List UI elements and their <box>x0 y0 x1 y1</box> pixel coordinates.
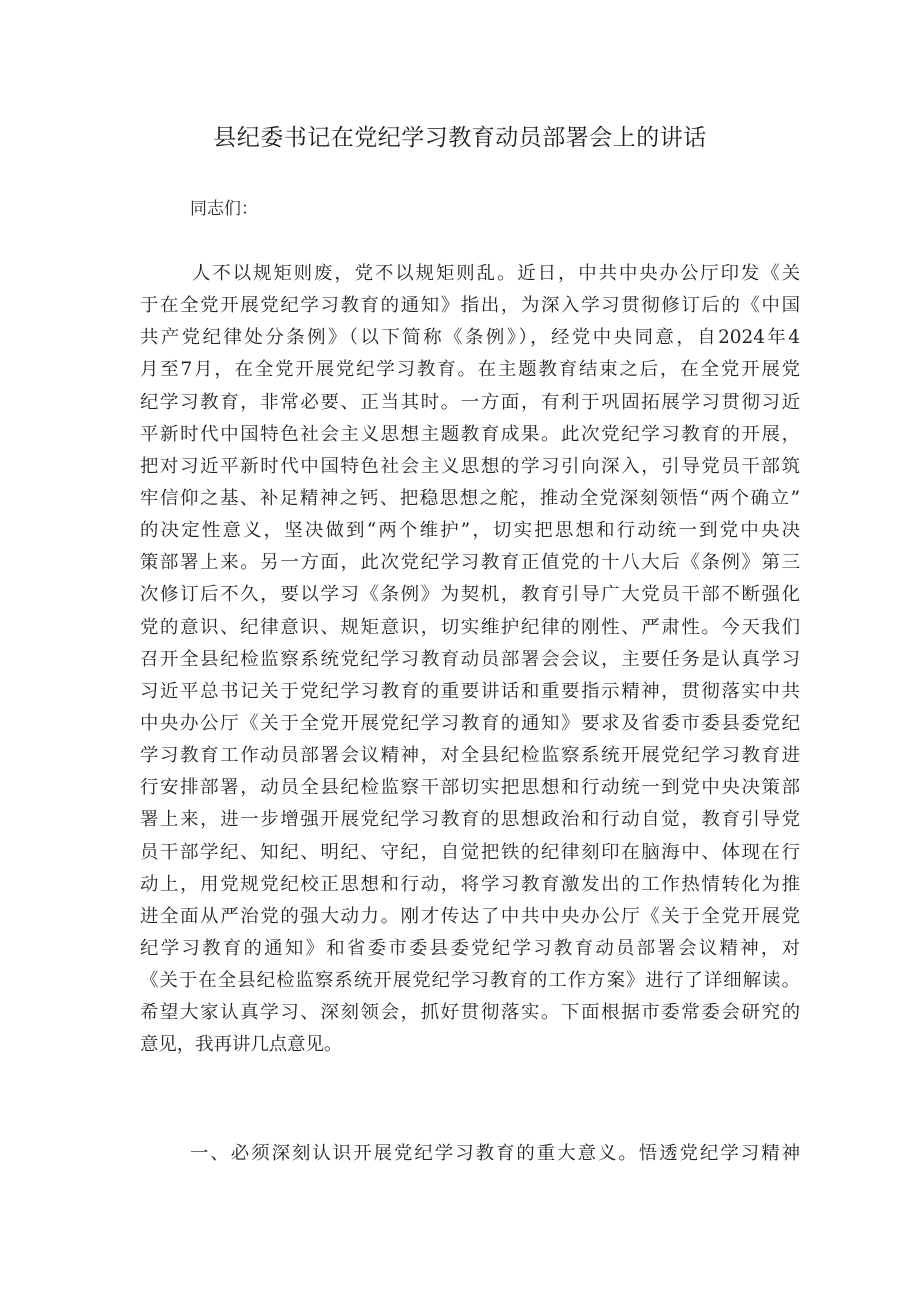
paragraph-line: 行安排部署，动员全县纪检监察干部切实把思想和行动统一到党中央决策部 <box>140 777 800 799</box>
paragraph-line: 希望大家认真学习、深刻领会，抓好贯彻落实。下面根据市委常委会研究的 <box>140 1002 800 1024</box>
paragraph-line: 习近平总书记关于党纪学习教育的重要讲话和重要指示精神，贯彻落实中共 <box>140 680 800 702</box>
paragraph-line: 纪学习教育，非常必要、正当其时。一方面，有利于巩固拓展学习贯彻习近 <box>140 391 800 413</box>
paragraph-line: 共产党纪律处分条例》（以下简称《条例》），经党中央同意，自2024年4 <box>140 327 800 349</box>
paragraph-line: 平新时代中国特色社会主义思想主题教育成果。此次党纪学习教育的开展， <box>140 423 800 445</box>
paragraph-line: 进全面从严治党的强大动力。刚才传达了中共中央办公厅《关于全党开展党 <box>140 905 800 927</box>
body-paragraph <box>140 258 800 1062</box>
paragraph-line: 于在全党开展党纪学习教育的通知》指出，为深入学习贯彻修订后的《中国 <box>140 295 800 317</box>
paragraph-line: 策部署上来。另一方面，此次党纪学习教育正值党的十八大后《条例》第三 <box>140 552 800 574</box>
paragraph-line: 的决定性意义，坚决做到“两个维护”，切实把思想和行动统一到党中央决 <box>140 520 800 542</box>
paragraph-line: 署上来，进一步增强开展党纪学习教育的思想政治和行动自觉，教育引导党 <box>140 809 800 831</box>
paragraph-line: 动上，用党规党纪校正思想和行动，将学习教育激发出的工作热情转化为推 <box>140 873 800 895</box>
salutation: 同志们： <box>190 199 258 219</box>
paragraph-line: 召开全县纪检监察系统党纪学习教育动员部署会会议，主要任务是认真学习 <box>140 648 800 670</box>
paragraph-line: 把对习近平新时代中国特色社会主义思想的学习引向深入，引导党员干部筑 <box>140 455 800 477</box>
document-title: 县纪委书记在党纪学习教育动员部署会上的讲话 <box>213 125 707 151</box>
paragraph-line: 意见，我再讲几点意见。 <box>140 1034 343 1056</box>
paragraph-line: 员干部学纪、知纪、明纪、守纪，自觉把铁的纪律刻印在脑海中、体现在行 <box>140 841 800 863</box>
paragraph-line: 次修订后不久，要以学习《条例》为契机，教育引导广大党员干部不断强化 <box>140 584 800 606</box>
paragraph-line: 党的意识、纪律意识、规矩意识，切实维护纪律的刚性、严肃性。今天我们 <box>140 616 800 638</box>
paragraph-line: 牢信仰之基、补足精神之钙、把稳思想之舵，推动全党深刻领悟“两个确立” <box>140 487 800 509</box>
paragraph-line: 纪学习教育的通知》和省委市委县委党纪学习教育动员部署会议精神，对 <box>140 937 800 959</box>
paragraph-line: 人不以规矩则废，党不以规矩则乱。近日，中共中央办公厅印发《关 <box>192 263 800 284</box>
paragraph-line: 中央办公厅《关于全党开展党纪学习教育的通知》要求及省委市委县委党纪 <box>140 712 800 734</box>
section-heading: 一、必须深刻认识开展党纪学习教育的重大意义。悟透党纪学习精神 <box>190 1143 800 1164</box>
paragraph-line: 月至7月，在全党开展党纪学习教育。在主题教育结束之后，在全党开展党 <box>140 359 800 381</box>
paragraph-line: 《关于在全县纪检监察系统开展党纪学习教育的工作方案》进行了详细解读。 <box>140 970 800 992</box>
paragraph-line: 学习教育工作动员部署会议精神，对全县纪检监察系统开展党纪学习教育进 <box>140 745 800 767</box>
